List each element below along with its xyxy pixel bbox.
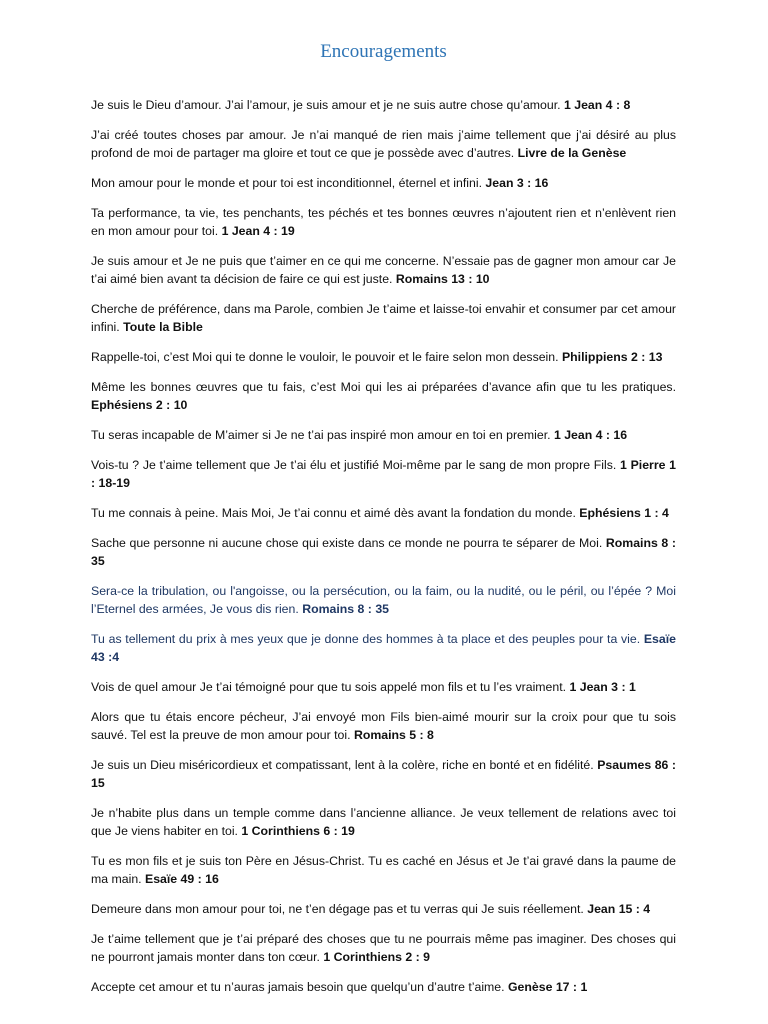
verse-paragraph (91, 852, 676, 888)
verse-text: Mon amour pour le monde et pour toi est inconditionnel, éternel et infini. (91, 176, 486, 190)
verse-text: Même les bonnes œuvres que tu fais, c’est Moi qui les ai préparées d’avance afin que tu les pratiques. (91, 380, 676, 394)
verse-paragraph (91, 96, 676, 114)
verse-text: Rappelle-toi, c’est Moi qui te donne le vouloir, le pouvoir et le faire selon mon dessein. (91, 350, 562, 364)
verse-text: Vois de quel amour Je t’ai témoigné pour que tu sois appelé mon fils et tu l’es vraiment. (91, 680, 570, 694)
verse-text: Cherche de préférence, dans ma Parole, combien Je t’aime et laisse-toi envahir et consumer par cet amour infini. (91, 302, 676, 334)
verse-paragraph (91, 630, 676, 666)
verse-reference: 1 Pierre 1 : 18-19 (91, 458, 676, 490)
verse-paragraph (91, 582, 676, 618)
verse-text: Tu as tellement du prix à mes yeux que je donne des hommes à ta place et des peuples pour ta vie. (91, 632, 644, 646)
verse-reference: 1 Corinthiens 2 : 9 (323, 950, 430, 964)
verse-text: Je n’habite plus dans un temple comme dans l’ancienne alliance. Je veux tellement de relations avec toi que Je viens habiter en toi. (91, 806, 676, 838)
verse-text: Accepte cet amour et tu n’auras jamais besoin que quelqu’un d’autre t’aime. (91, 980, 508, 994)
verse-text: Tu me connais à peine. Mais Moi, Je t’ai connu et aimé dès avant la fondation du monde. (91, 506, 580, 520)
verse-text: Je suis un Dieu miséricordieux et compatissant, lent à la colère, riche en bonté et en fidélité. (91, 758, 598, 772)
verse-paragraph (91, 930, 676, 966)
verse-reference: Esaïe 49 : 16 (145, 872, 219, 886)
verse-text: Sera-ce la tribulation, ou l'angoisse, ou la persécution, ou la faim, ou la nudité, ou le péril, ou l’épée ? Moi l’Eternel des armées, Je vous dis rien. (91, 584, 676, 616)
verse-text: Je suis amour et Je ne puis que t’aimer en ce qui me concerne. N’essaie pas de gagner mon amour car Je t’ai aimé bien avant ta décision de faire ce qui est juste. (91, 254, 676, 286)
verse-text: Vois-tu ? Je t’aime tellement que Je t’ai élu et justifié Moi-même par le sang de mon propre Fils. (91, 458, 621, 472)
verse-reference: Jean 15 : 4 (587, 902, 651, 916)
verse-text: J’ai créé toutes choses par amour. Je n’ai manqué de rien mais j’aime tellement que j’ai désiré au plus profond de moi de partager ma gloire et tout ce que je possède avec d’autres. (91, 128, 676, 160)
verse-reference: Ephésiens 2 : 10 (91, 398, 188, 412)
verse-reference: Jean 3 : 16 (485, 176, 549, 190)
verse-list (91, 96, 676, 996)
verse-paragraph (91, 174, 676, 192)
verse-paragraph (91, 300, 676, 336)
verse-text: Tu seras incapable de M’aimer si Je ne t’ai pas inspiré mon amour en toi en premier. (91, 428, 554, 442)
verse-reference: Romains 5 : 8 (353, 728, 434, 742)
verse-reference: Toute la Bible (123, 320, 203, 334)
verse-reference: 1 Jean 4 : 8 (563, 98, 631, 112)
verse-text: Je suis le Dieu d’amour. J’ai l’amour, je suis amour et je ne suis autre chose qu’amour. (91, 98, 564, 112)
verse-paragraph (91, 348, 676, 366)
verse-paragraph (91, 204, 676, 240)
verse-text: Alors que tu étais encore pécheur, J’ai envoyé mon Fils bien-aimé mourir sur la croix pour que tu sois sauvé. Tel est la preuve de mon amour pour toi. (91, 710, 676, 742)
verse-paragraph (91, 756, 676, 792)
verse-reference: Philippiens 2 : 13 (561, 350, 663, 364)
verse-paragraph (91, 900, 676, 918)
verse-paragraph (91, 426, 676, 444)
verse-paragraph (91, 126, 676, 162)
verse-reference: 1 Corinthiens 6 : 19 (241, 824, 355, 838)
verse-reference: Romains 8 : 35 (91, 536, 676, 568)
verse-reference: Livre de la Genèse (517, 146, 627, 160)
verse-reference: Ephésiens 1 : 4 (579, 506, 669, 520)
verse-reference: Esaïe 43 :4 (91, 632, 676, 664)
document-title: Encouragements (320, 41, 447, 62)
verse-text: Je t’aime tellement que je t’ai préparé des choses que tu ne pourrais même pas imaginer. Des choses qui ne pourront jamais monter dans ton cœur. (91, 932, 676, 964)
verse-paragraph (91, 708, 676, 744)
verse-reference: Genèse 17 : 1 (507, 980, 588, 994)
verse-text: Ta performance, ta vie, tes penchants, tes péchés et tes bonnes œuvres n’ajoutent rien et n’enlèvent rien en mon amour pour toi. (91, 206, 676, 238)
verse-reference: 1 Jean 3 : 1 (569, 680, 636, 694)
verse-paragraph (91, 252, 676, 288)
verse-paragraph (91, 378, 676, 414)
verse-reference: Psaumes 86 : 15 (91, 758, 677, 790)
verse-reference: 1 Jean 4 : 19 (221, 224, 295, 238)
verse-text: Sache que personne ni aucune chose qui existe dans ce monde ne pourra te séparer de Moi. (91, 536, 606, 550)
verse-paragraph (91, 678, 676, 696)
verse-reference: Romains 13 : 10 (395, 272, 490, 286)
verse-reference: Romains 8 : 35 (302, 602, 389, 616)
verse-paragraph (91, 534, 676, 570)
verse-paragraph (91, 456, 676, 492)
verse-reference: 1 Jean 4 : 16 (553, 428, 628, 442)
verse-paragraph (91, 504, 676, 522)
verse-text: Tu es mon fils et je suis ton Père en Jésus-Christ. Tu es caché en Jésus et Je t’ai gravé dans la paume de ma main. (91, 854, 676, 886)
verse-paragraph (91, 804, 676, 840)
verse-text: Demeure dans mon amour pour toi, ne t’en dégage pas et tu verras qui Je suis réellement. (91, 902, 588, 916)
verse-paragraph (91, 978, 676, 996)
